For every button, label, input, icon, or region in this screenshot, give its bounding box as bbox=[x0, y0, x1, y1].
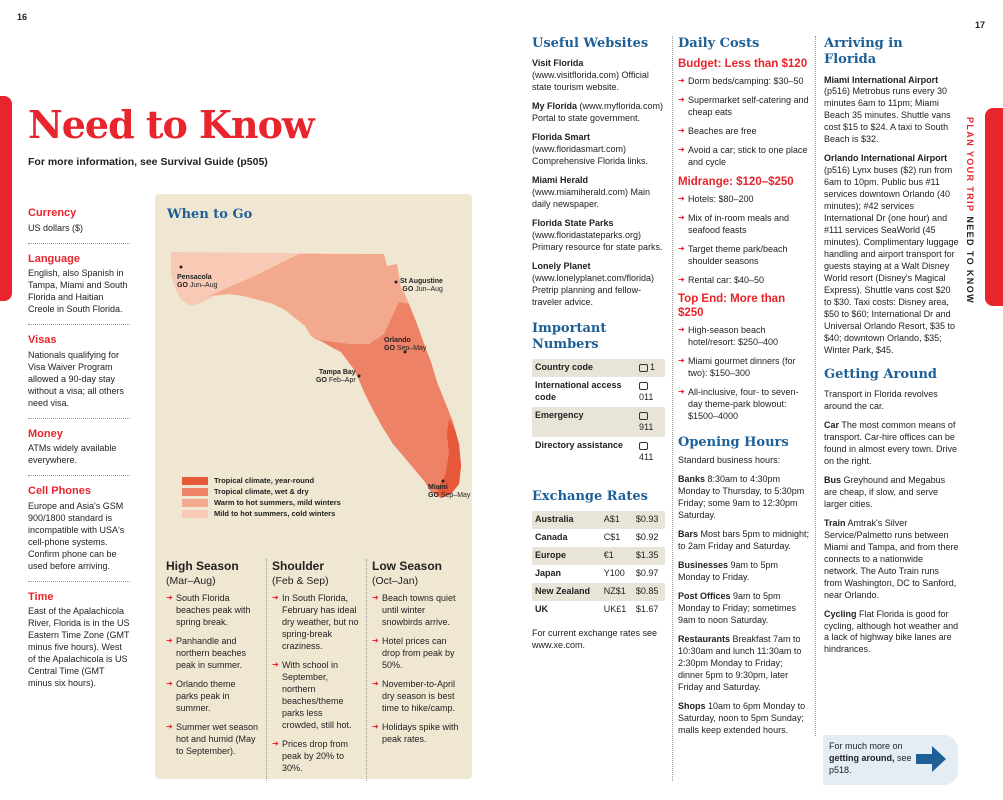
exchange-rate: $0.93 bbox=[635, 514, 659, 525]
website-item: My Florida (www.myflorida.com) Portal to state government. bbox=[532, 101, 664, 124]
map-label-miami: Miami GO Sep–May bbox=[428, 484, 471, 499]
map-label-orlando: Orlando GO Sep–May bbox=[384, 337, 427, 352]
fact-heading: Language bbox=[28, 252, 80, 265]
season-bullet: ➜ With school in September, northern beaches/theme parks less crowded, still hot. bbox=[272, 660, 360, 732]
cost-bullet: ➜ Hotels: $80–200 bbox=[678, 194, 810, 206]
when-to-go-panel bbox=[155, 194, 472, 779]
websites-list bbox=[532, 58, 665, 308]
fact-language bbox=[28, 252, 130, 326]
exchange-title: Exchange Rates bbox=[532, 488, 648, 504]
season-bullet: ➜ Panhandle and northern beaches peak in summer. bbox=[166, 636, 260, 672]
number-row bbox=[532, 437, 665, 467]
season-dates: (Feb & Sep) bbox=[272, 574, 329, 587]
season-bullet: ➜ Prices drop from peak by 20% to 30%. bbox=[272, 739, 360, 775]
exchange-rate: $1.67 bbox=[635, 604, 659, 615]
daily-costs-list bbox=[678, 58, 810, 423]
page-subtitle: For more information, see Survival Guide (p505) bbox=[28, 156, 268, 168]
getting-around-list bbox=[824, 420, 959, 656]
number-row bbox=[532, 377, 665, 407]
cost-bullet: ➜ Rental car: $40–50 bbox=[678, 275, 810, 287]
hours-item: Bars Most bars 5pm to midnight; to 2am Friday and Saturday. bbox=[678, 528, 810, 551]
fact-heading: Currency bbox=[28, 207, 77, 219]
fact-heading: Visas bbox=[28, 334, 57, 347]
exchange-unit: UK£1 bbox=[603, 604, 627, 615]
right-col-3 bbox=[824, 36, 959, 663]
exchange-row bbox=[532, 547, 665, 565]
exchange-row bbox=[532, 511, 665, 529]
phone-icon bbox=[639, 364, 648, 372]
fact-currency bbox=[28, 206, 130, 244]
cost-bullet: ➜ Beaches are free bbox=[678, 126, 810, 138]
exchange-rate: $0.97 bbox=[635, 568, 659, 579]
fact-money bbox=[28, 427, 130, 477]
exchange-rate: $1.35 bbox=[635, 550, 659, 561]
hours-item: Restaurants Breakfast 7am to 10:30am and lunch 11:30am to 2:30pm Monday to Friday; dinner 5pm to 9:30pm, later Friday and Saturday. bbox=[678, 633, 802, 692]
season-heading: Shoulder bbox=[272, 559, 325, 573]
cost-bullet: ➜ All-inclusive, four- to seven-day theme-park blowout: $1500–4000 bbox=[678, 387, 810, 423]
exchange-country: UK bbox=[535, 604, 548, 615]
number-label: International access code bbox=[535, 380, 622, 403]
opening-hours-list bbox=[678, 474, 810, 736]
legend-swatch bbox=[182, 499, 208, 507]
season-bullet: ➜ Orlando theme parks peak in summer. bbox=[166, 679, 260, 715]
season-col bbox=[366, 559, 466, 781]
map-label-tampa-bay: Tampa Bay GO Feb–Apr bbox=[316, 369, 356, 384]
fact-text: US dollars ($) bbox=[28, 222, 84, 233]
right-col-1 bbox=[532, 36, 665, 652]
legend-item bbox=[182, 476, 341, 486]
hours-item: Post Offices 9am to 5pm Monday to Friday; sometimes 9am to noon Saturday. bbox=[678, 590, 797, 625]
cost-tier-heading: Midrange: $120–$250 bbox=[678, 175, 794, 188]
fact-heading: Time bbox=[28, 590, 54, 603]
fact-text: East of the Apalachicola River, Florida is in the US Eastern Time Zone (GMT minus five hours). West of the Apalachicola is US Central Time (GMT minus six hours). bbox=[28, 606, 130, 688]
exchange-row bbox=[532, 583, 665, 601]
page-title: Need to Know bbox=[28, 102, 314, 147]
exchange-note: For current exchange rates see www.xe.com. bbox=[532, 628, 658, 650]
website-item: Miami Herald (www.miamiherald.com) Main daily newspaper. bbox=[532, 175, 651, 209]
legend-swatch bbox=[182, 488, 208, 496]
when-to-go-title: When to Go bbox=[167, 207, 253, 222]
daily-costs-title: Daily Costs bbox=[678, 36, 760, 51]
transport-item: Cycling Flat Florida is good for cycling, although hot weather and a lack of highway bike lanes are hindrances. bbox=[824, 608, 959, 655]
chapter-tab-right bbox=[985, 108, 1003, 306]
fact-time bbox=[28, 590, 130, 698]
exchange-row bbox=[532, 601, 665, 619]
number-value: 411 bbox=[636, 437, 665, 467]
cost-bullet: ➜ Mix of in-room meals and seafood feasts bbox=[678, 213, 810, 237]
exchange-country: New Zealand bbox=[535, 586, 591, 597]
exchange-unit: €1 bbox=[603, 550, 614, 561]
quick-facts-column bbox=[28, 206, 130, 706]
chapter-tab-left bbox=[0, 96, 12, 301]
season-bullet: ➜ South Florida beaches peak with spring break. bbox=[166, 593, 260, 629]
legend-label: Tropical climate, wet & dry bbox=[214, 486, 309, 496]
exchange-unit: NZ$1 bbox=[603, 586, 626, 597]
website-item: Visit Florida (www.visitflorida.com) Official state tourism website. bbox=[532, 58, 649, 93]
cost-bullet: ➜ Avoid a car; stick to one place and cycle bbox=[678, 145, 810, 169]
fact-text: Nationals qualifying for Visa Waiver Program allowed a 90-day stay without a visa; all others need visa. bbox=[28, 349, 125, 408]
arrow-right-icon bbox=[916, 746, 946, 772]
hours-item: Shops 10am to 6pm Monday to Saturday, noon to 5pm Sunday; malls keep extended hours. bbox=[678, 700, 806, 735]
exchange-unit: A$1 bbox=[603, 514, 620, 525]
arriving-item: Orlando International Airport (p516) Lynx buses ($2) run from 6am to 10pm. Public bus #11 services downtown Orlando (40 minutes); #42 services International Dr (one hour) and #111 services SeaWorld (45 minutes). Complimentary luggage handling and airport transport for guests staying at a Walt Disney World resort (Disney's Magical Express). Shuttle vans cost $20 to $30. Taxi costs: Disney area, $50 to $60; International Dr and Universal Orlando Resort, $35 to $40; downtown Orlando, $35; Winter Park, $45. bbox=[824, 153, 959, 355]
season-col bbox=[166, 559, 266, 781]
map-label-st-augustine: St Augustine GO Jun–Aug bbox=[400, 278, 443, 293]
exchange-table bbox=[532, 511, 665, 619]
number-value: 1 bbox=[636, 359, 665, 377]
website-item: Florida State Parks (www.floridastateparks.org) Primary resource for state parks. bbox=[532, 217, 663, 252]
arriving-title: Arriving in Florida bbox=[824, 36, 903, 68]
opening-hours-title: Opening Hours bbox=[678, 434, 789, 450]
season-bullet: ➜ November-to-April dry season is best time to hike/camp. bbox=[372, 679, 460, 715]
more-info-box[interactable]: For much more on getting around, see p518. bbox=[823, 735, 958, 785]
legend-item bbox=[182, 509, 341, 519]
websites-title: Useful Websites bbox=[532, 36, 649, 51]
number-row bbox=[532, 407, 665, 437]
cost-bullet: ➜ Dorm beds/camping: $30–50 bbox=[678, 76, 810, 88]
season-bullet: ➜ In South Florida, February has ideal dry weather, but no spring-break craziness. bbox=[272, 593, 360, 653]
number-label: Country code bbox=[535, 362, 594, 373]
cost-bullet: ➜ Target theme park/beach shoulder seasons bbox=[678, 244, 810, 268]
fact-text: English, also Spanish in Tampa, Miami and South Florida and Haitian Creole in South Florida. bbox=[28, 268, 128, 315]
seasons-row bbox=[166, 559, 466, 781]
arriving-item: Miami International Airport (p516) Metrobus runs every 30 minutes 6am to 11pm; Miami Beach 35 minutes. Shuttle vans cost $15 to $24. A taxi to South Beach is $32. bbox=[824, 74, 951, 145]
exchange-row bbox=[532, 565, 665, 583]
legend-label: Mild to hot summers, cold winters bbox=[214, 508, 336, 518]
exchange-country: Australia bbox=[535, 514, 574, 525]
numbers-title: Important Numbers bbox=[532, 320, 607, 352]
right-col-2 bbox=[678, 36, 810, 743]
page-number-left: 16 bbox=[17, 12, 28, 22]
exchange-unit: Y100 bbox=[603, 568, 625, 579]
exchange-country: Canada bbox=[535, 532, 568, 543]
arriving-list bbox=[824, 75, 959, 357]
legend-swatch bbox=[182, 510, 208, 518]
exchange-unit: C$1 bbox=[603, 532, 621, 543]
hours-item: Banks 8:30am to 4:30pm Monday to Thursday, to 5:30pm Friday; some 9am to 12:30pm Saturday. bbox=[678, 474, 805, 520]
number-label: Emergency bbox=[535, 410, 584, 421]
season-heading: Low Season bbox=[372, 559, 443, 573]
transport-item: Train Amtrak's Silver Service/Palmetto runs between Miami and Tampa, and from there connects to a nationwide network. The Auto Train runs from Washington, DC to Sanford, near Orlando. bbox=[824, 517, 959, 600]
legend-item bbox=[182, 487, 341, 497]
exchange-rate: $0.85 bbox=[635, 586, 659, 597]
legend-item bbox=[182, 498, 341, 508]
website-item: Lonely Planet (www.lonelyplanet.com/florida) Pretrip planning and fellow-traveler advice. bbox=[532, 260, 655, 307]
fact-heading: Money bbox=[28, 427, 63, 440]
number-row bbox=[532, 359, 665, 377]
fact-text: Europe and Asia's GSM 900/1800 standard is incompatible with USA's cell-phone systems. Confirm phone can be used before arriving. bbox=[28, 500, 125, 571]
season-bullet: ➜ Hotel prices can drop from peak by 50%. bbox=[372, 636, 460, 672]
season-bullet: ➜ Beach towns quiet until winter snowbirds arrive. bbox=[372, 593, 460, 629]
opening-hours-intro: Standard business hours: bbox=[678, 455, 781, 466]
getting-around-intro: Transport in Florida revolves around the car. bbox=[824, 389, 938, 411]
season-bullet: ➜ Holidays spike with peak rates. bbox=[372, 722, 460, 746]
number-value: 011 bbox=[636, 377, 665, 407]
hours-item: Businesses 9am to 5pm Monday to Friday. bbox=[678, 559, 779, 582]
cost-bullet: ➜ Supermarket self-catering and cheap eats bbox=[678, 95, 810, 119]
fact-text: ATMs widely available everywhere. bbox=[28, 443, 117, 466]
transport-item: Car The most common means of transport. Car-hire offices can be found in almost every town. Drive on the right. bbox=[824, 419, 958, 466]
phone-icon bbox=[639, 442, 648, 450]
phone-icon bbox=[639, 412, 648, 420]
exchange-country: Japan bbox=[535, 568, 562, 579]
number-value: 911 bbox=[636, 407, 665, 437]
map-label-pensacola: Pensacola GO Jun–Aug bbox=[177, 274, 218, 289]
getting-around-title: Getting Around bbox=[824, 366, 937, 382]
season-bullet: ➜ Summer wet season hot and humid (May to September). bbox=[166, 722, 260, 758]
exchange-row bbox=[532, 529, 665, 547]
fact-visas bbox=[28, 333, 130, 418]
cost-tier-heading: Budget: Less than $120 bbox=[678, 58, 808, 71]
phone-icon bbox=[639, 382, 648, 390]
season-dates: (Mar–Aug) bbox=[166, 574, 216, 587]
exchange-country: Europe bbox=[535, 550, 567, 561]
legend-swatch bbox=[182, 477, 208, 485]
website-item: Florida Smart (www.floridasmart.com) Comprehensive Florida links. bbox=[532, 132, 649, 167]
number-label: Directory assistance bbox=[535, 440, 624, 451]
climate-legend bbox=[182, 476, 341, 520]
cost-tier-heading: Top End: More than $250 bbox=[678, 293, 786, 320]
season-col bbox=[266, 559, 366, 781]
chapter-tab-label: PLAN YOUR TRIP NEED TO KNOW bbox=[964, 117, 975, 304]
legend-label: Tropical climate, year-round bbox=[214, 476, 315, 485]
exchange-rate: $0.92 bbox=[635, 532, 659, 543]
fact-cell-phones bbox=[28, 484, 130, 581]
season-dates: (Oct–Jan) bbox=[372, 574, 419, 587]
numbers-table bbox=[532, 359, 665, 467]
season-heading: High Season bbox=[166, 559, 239, 573]
cost-bullet: ➜ High-season beach hotel/resort: $250–400 bbox=[678, 325, 810, 349]
legend-label: Warm to hot summers, mild winters bbox=[214, 497, 341, 507]
fact-heading: Cell Phones bbox=[28, 485, 91, 498]
transport-item: Bus Greyhound and Megabus are cheap, if slow, and serve larger cities. bbox=[824, 474, 946, 509]
page-number-right: 17 bbox=[975, 20, 986, 30]
cost-bullet: ➜ Miami gourmet dinners (for two): $150–300 bbox=[678, 356, 810, 380]
